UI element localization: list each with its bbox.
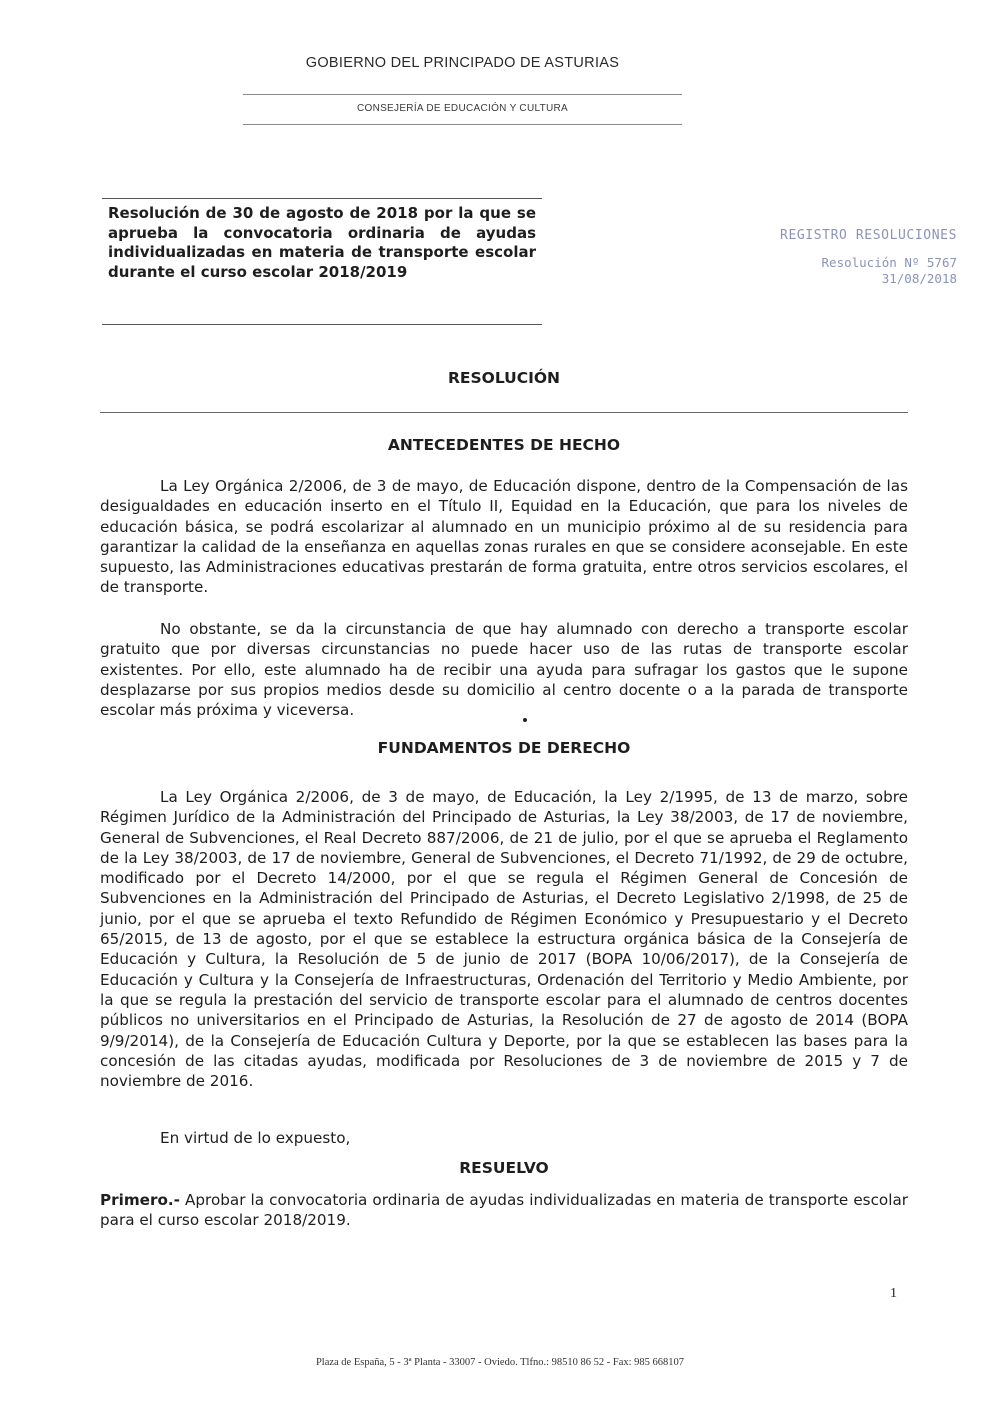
- registry-stamp: [735, 228, 957, 286]
- heading-law: FUNDAMENTOS DE DERECHO: [377, 739, 631, 757]
- law-paragraph: La Ley Orgánica 2/2006, de 3 de mayo, de Educación, la Ley 2/1995, de 13 de marzo, sobre Régimen Jurídico de la Administración del Principado de Asturias, la Ley 38/2003, de 17 de noviembre, General de Subvenciones, el Real Decreto 887/2006, de 21 de julio, por el que se aprueba el Reglamento de la Ley 38/2003, de 17 de noviembre, General de Subvenciones, el Decreto 71/1992, de 29 de octubre, modificado por el Decreto 14/2000, por el que se regula el Régimen General de Concesión de Subvenciones en la Administración del Principado de Asturias, el Decreto Legislativo 2/1998, de 25 de junio, por el que se aprueba el texto Refundido de Régimen Económico y Presupuestario y el Decreto 65/2015, de 13 de agosto, por el que se establece la estructura orgánica básica de la Consejería de Educación y Cultura, la Resolución de 5 de junio de 2017 (BOPA 10/06/2017), de la Consejería de Educación y Cultura y la Consejería de Infraestructuras, Ordenación del Territorio y Medio Ambiente, por la que se regula la prestación del servicio de transporte escolar para el alumnado de centros docentes públicos no universitarios en el Principado de Asturias, la Resolución de 27 de agosto de 2014 (BOPA 9/9/2014), de la Consejería de Educación Cultura y Deporte, por la que se establecen las bases para la concesión de las citadas ayudas, modificada por Resoluciones de 3 de noviembre de 2015 y 7 de noviembre de 2016.: [100, 788, 908, 1091]
- heading-facts: ANTECEDENTES DE HECHO: [387, 436, 621, 454]
- resolve-first-label: Primero.-: [100, 1191, 180, 1209]
- stamp-date: 31/08/2018: [881, 271, 957, 286]
- page-number: 1: [890, 1286, 897, 1301]
- title-rule-bottom: [102, 324, 542, 325]
- resolution-title: Resolución de 30 de agosto de 2018 por la que se aprueba la convocatoria ordinaria de ayudas individualizadas en materia de transporte escolar durante el curso escolar 2018/2019: [108, 204, 536, 281]
- section-divider: [100, 412, 908, 413]
- heading-resolve: RESUELVO: [459, 1159, 549, 1177]
- resolve-first-item: [100, 1190, 908, 1231]
- scan-dot-mark: [523, 718, 527, 722]
- footer-address: Plaza de España, 5 - 3ª Planta - 33007 - Oviedo. Tlfno.: 98510 86 52 - Fax: 985 668107: [315, 1357, 685, 1368]
- department-name: CONSEJERÍA DE EDUCACIÓN Y CULTURA: [356, 103, 569, 114]
- letterhead-rule-bottom: [243, 124, 682, 125]
- facts-paragraph-2: No obstante, se da la circunstancia de que hay alumnado con derecho a transporte escolar gratuito que por diversas circunstancias no puede hacer uso de las rutas de transporte escolar existentes. Por ello, este alumnado ha de recibir una ayuda para sufragar los gastos que le supone desplazarse por sus propios medios desde su domicilio al centro docente o a la parada de transporte escolar más próxima y viceversa.: [100, 620, 908, 720]
- letterhead-rule-top: [243, 94, 682, 95]
- heading-resolution: RESOLUCIÓN: [447, 369, 561, 387]
- government-name: GOBIERNO DEL PRINCIPADO DE ASTURIAS: [305, 55, 620, 71]
- stamp-registry: REGISTRO RESOLUCIONES: [780, 228, 957, 243]
- title-rule-top: [102, 198, 542, 199]
- resolution-title-block: [100, 198, 542, 282]
- closing-phrase: En virtud de lo expuesto,: [160, 1129, 351, 1147]
- resolve-first-text: Aprobar la convocatoria ordinaria de ayudas individualizadas en materia de transporte escolar para el curso escolar 2018/2019.: [100, 1191, 908, 1230]
- letterhead: [240, 55, 685, 114]
- stamp-number: Resolución Nº 5767: [821, 255, 957, 270]
- facts-paragraph-1: La Ley Orgánica 2/2006, de 3 de mayo, de Educación dispone, dentro de la Compensación de las desigualdades en educación inserto en el Título II, Equidad en la Educación, que para los niveles de educación básica, se podrá escolarizar al alumnado en un municipio próximo al de su residencia para garantizar la calidad de la enseñanza en aquellas zonas rurales en que se considere aconsejable. En este supuesto, las Administraciones educativas prestarán de forma gratuita, entre otros servicios escolares, el de transporte.: [100, 477, 908, 597]
